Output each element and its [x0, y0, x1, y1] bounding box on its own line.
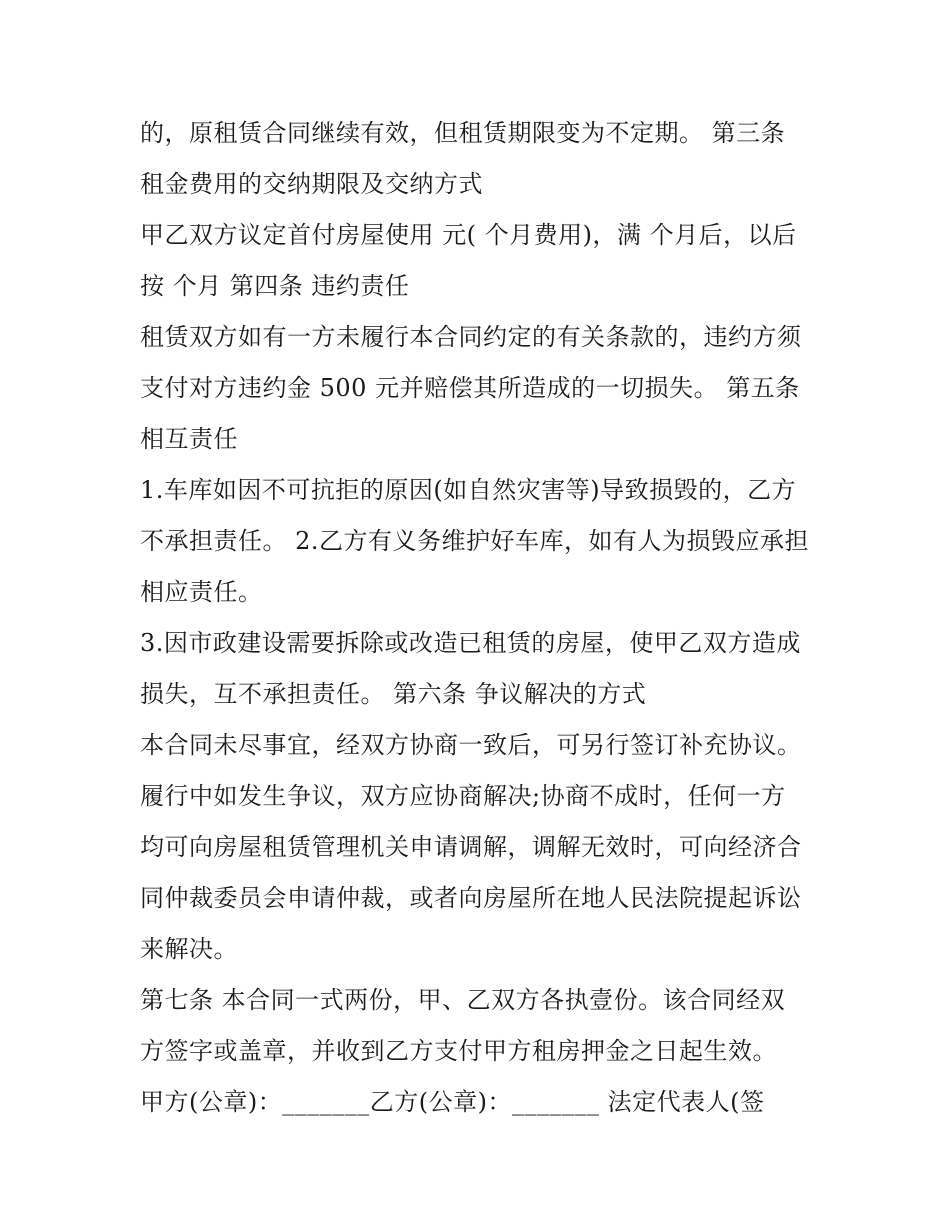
text-line: 来解决。 — [140, 935, 238, 963]
text-line: 甲乙双方议定首付房屋使用 元( 个月费用)，满 个月后，以后 — [140, 221, 797, 249]
text-line: 方签字或盖章，并收到乙方支付甲方租房押金之日起生效。 — [140, 1037, 777, 1065]
text-line: 履行中如发生争议，双方应协商解决;协商不成时，任何一方 — [140, 782, 786, 810]
text-line: 相应责任。 — [140, 578, 263, 606]
text-line: 同仲裁委员会申请仲裁，或者向房屋所在地人民法院提起诉讼 — [140, 884, 802, 912]
text-line: 1.车库如因不可抗拒的原因(如自然灾害等)导致损毁的，乙方 — [140, 476, 797, 504]
text-line: 租金费用的交纳期限及交纳方式 — [140, 170, 483, 198]
text-line: 支付对方违约金 500 元并赔偿其所造成的一切损失。 第五条 — [140, 374, 800, 402]
text-line: 本合同未尽事宜，经双方协商一致后，可另行签订补充协议。 — [140, 731, 802, 759]
text-line: 损失，互不承担责任。 第六条 争议解决的方式 — [140, 680, 647, 708]
text-line: 按 个月 第四条 违约责任 — [140, 272, 410, 300]
text-line: 第七条 本合同一式两份，甲、乙双方各执壹份。该合同经双 — [140, 986, 786, 1014]
text-line: 相互责任 — [140, 425, 238, 453]
text-line: 租赁双方如有一方未履行本合同约定的有关条款的，违约方须 — [140, 323, 802, 351]
text-line: 3.因市政建设需要拆除或改造已租赁的房屋，使甲乙双方造成 — [140, 629, 801, 657]
document-body — [140, 108, 820, 1128]
text-line: 均可向房屋租赁管理机关申请调解，调解无效时，可向经济合 — [140, 833, 802, 861]
text-line: 不承担责任。 2.乙方有义务维护好车库，如有人为损毁应承担 — [140, 527, 810, 555]
text-line: 的，原租赁合同继续有效，但租赁期限变为不定期。 第三条 — [140, 119, 786, 147]
text-line: 甲方(公章)：_______乙方(公章)：_______ 法定代表人(签 — [140, 1088, 765, 1116]
